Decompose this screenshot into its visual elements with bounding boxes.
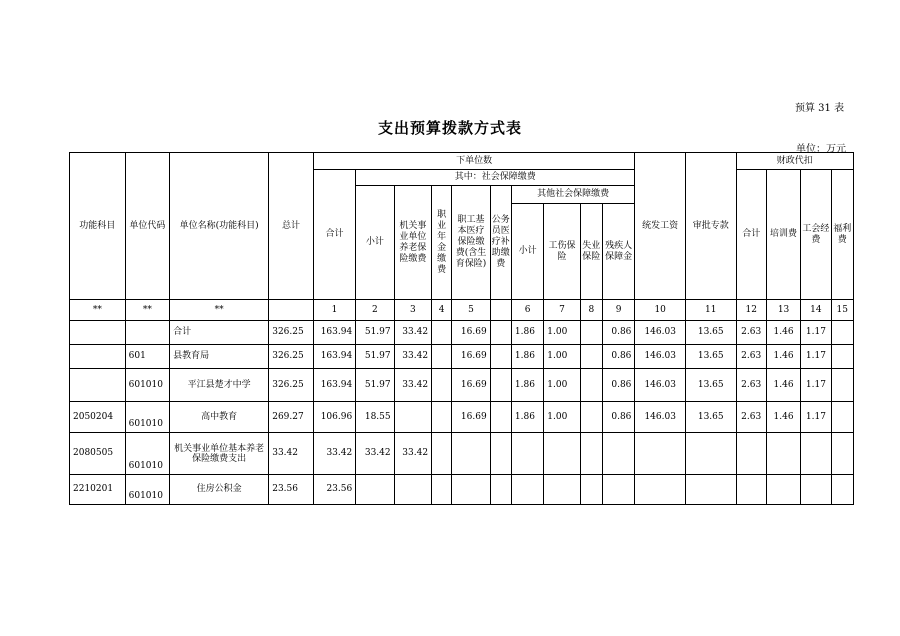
- training-cell: 1.46: [766, 345, 800, 369]
- header-injury: 工伤保险: [544, 204, 580, 300]
- header-unemployment: 失业保险: [580, 204, 602, 300]
- index-cell: **: [70, 300, 126, 321]
- disabled-cell: 0.86: [602, 369, 634, 402]
- training-cell: 1.46: [766, 321, 800, 345]
- union-cell: 1.17: [801, 402, 831, 433]
- other-ss-subtotal-cell: 1.86: [511, 369, 543, 402]
- header-lower-subtotal: 合计: [313, 170, 355, 300]
- wage-cell: 146.03: [635, 402, 686, 433]
- lower-total-cell: 23.56: [313, 475, 355, 505]
- header-other-subtotal: 小计: [511, 204, 543, 300]
- injury-cell: [544, 475, 580, 505]
- injury-cell: 1.00: [544, 345, 580, 369]
- special-cell: [685, 475, 736, 505]
- unit-name-cell: 机关事业单位基本养老保险缴费支出: [170, 433, 269, 475]
- table-row: [70, 321, 854, 345]
- fiscal-total-cell: 2.63: [736, 345, 766, 369]
- annuity-cell: [432, 369, 452, 402]
- welfare-cell: [831, 433, 853, 475]
- index-cell: 6: [511, 300, 543, 321]
- unit-name-cell: 县教育局: [170, 345, 269, 369]
- other-ss-subtotal-cell: [511, 433, 543, 475]
- page-title: 支出预算拨款方式表: [377, 119, 522, 137]
- table-number-label: 预算 31 表: [795, 103, 845, 114]
- other-ss-subtotal-cell: [511, 475, 543, 505]
- header-unit-code: 单位代码: [125, 153, 170, 300]
- pension-cell: 33.42: [394, 433, 431, 475]
- index-cell: [269, 300, 314, 321]
- medical-cell: 16.69: [452, 402, 490, 433]
- header-func-subject: 功能科目: [70, 153, 126, 300]
- welfare-cell: [831, 475, 853, 505]
- header-ss-subtotal: 小计: [356, 186, 394, 300]
- disabled-cell: 0.86: [602, 321, 634, 345]
- func-subject-cell: [70, 321, 126, 345]
- fiscal-total-cell: [736, 475, 766, 505]
- unit-code-cell: 601: [125, 345, 170, 369]
- total-cell: 326.25: [269, 321, 314, 345]
- header-civil-medical: 公务员医疗补助缴费: [490, 186, 511, 300]
- header-union: 工会经费: [801, 170, 831, 300]
- index-cell: **: [170, 300, 269, 321]
- civil-medical-cell: [490, 369, 511, 402]
- unit-name-cell: 高中教育: [170, 402, 269, 433]
- injury-cell: [544, 433, 580, 475]
- pension-cell: [394, 475, 431, 505]
- index-cell: 5: [452, 300, 490, 321]
- unemployment-cell: [580, 402, 602, 433]
- training-cell: [766, 433, 800, 475]
- index-cell: 11: [685, 300, 736, 321]
- index-cell: 9: [602, 300, 634, 321]
- pension-cell: 33.42: [394, 321, 431, 345]
- ss-subtotal-cell: 33.42: [356, 433, 394, 475]
- index-cell: 10: [635, 300, 686, 321]
- fiscal-total-cell: 2.63: [736, 321, 766, 345]
- ss-subtotal-cell: 18.55: [356, 402, 394, 433]
- unit-code-cell: 601010: [125, 369, 170, 402]
- index-cell: 13: [766, 300, 800, 321]
- table-row: [70, 345, 854, 369]
- annuity-cell: [432, 402, 452, 433]
- wage-cell: [635, 475, 686, 505]
- special-cell: 13.65: [685, 369, 736, 402]
- index-cell: [490, 300, 511, 321]
- header-welfare: 福利费: [831, 170, 853, 300]
- annuity-cell: [432, 433, 452, 475]
- civil-medical-cell: [490, 321, 511, 345]
- union-cell: [801, 433, 831, 475]
- index-cell: 15: [831, 300, 853, 321]
- civil-medical-cell: [490, 433, 511, 475]
- pension-cell: 33.42: [394, 345, 431, 369]
- union-cell: 1.17: [801, 369, 831, 402]
- header-disabled: 残疾人保障金: [602, 204, 634, 300]
- index-cell: 1: [313, 300, 355, 321]
- welfare-cell: [831, 402, 853, 433]
- training-cell: 1.46: [766, 402, 800, 433]
- other-ss-subtotal-cell: 1.86: [511, 345, 543, 369]
- index-cell: 3: [394, 300, 431, 321]
- injury-cell: 1.00: [544, 402, 580, 433]
- lower-total-cell: 163.94: [313, 369, 355, 402]
- index-cell: 2: [356, 300, 394, 321]
- civil-medical-cell: [490, 402, 511, 433]
- ss-subtotal-cell: [356, 475, 394, 505]
- header-unit-name: 单位名称(功能科目): [170, 153, 269, 300]
- other-ss-subtotal-cell: 1.86: [511, 402, 543, 433]
- fiscal-total-cell: [736, 433, 766, 475]
- table-row: [70, 402, 854, 433]
- unemployment-cell: [580, 369, 602, 402]
- pension-cell: 33.42: [394, 369, 431, 402]
- union-cell: [801, 475, 831, 505]
- disabled-cell: [602, 475, 634, 505]
- index-cell: **: [125, 300, 170, 321]
- header-fiscal: 财政代扣: [736, 153, 853, 170]
- unit-code-cell: [125, 321, 170, 345]
- fiscal-total-cell: 2.63: [736, 369, 766, 402]
- total-cell: 269.27: [269, 402, 314, 433]
- table-row: [70, 369, 854, 402]
- special-cell: 13.65: [685, 402, 736, 433]
- index-row: [70, 300, 854, 321]
- header-other-ss: 其他社会保障缴费: [511, 186, 634, 204]
- ss-subtotal-cell: 51.97: [356, 321, 394, 345]
- welfare-cell: [831, 321, 853, 345]
- unemployment-cell: [580, 475, 602, 505]
- func-subject-cell: [70, 369, 126, 402]
- unit-code-cell: 601010: [125, 433, 170, 475]
- disabled-cell: 0.86: [602, 345, 634, 369]
- medical-cell: 16.69: [452, 369, 490, 402]
- total-cell: 326.25: [269, 345, 314, 369]
- special-cell: 13.65: [685, 345, 736, 369]
- civil-medical-cell: [490, 345, 511, 369]
- union-cell: 1.17: [801, 321, 831, 345]
- index-cell: 7: [544, 300, 580, 321]
- lower-total-cell: 106.96: [313, 402, 355, 433]
- func-subject-cell: [70, 345, 126, 369]
- header-wage: 统发工资: [635, 153, 686, 300]
- index-cell: 14: [801, 300, 831, 321]
- unemployment-cell: [580, 345, 602, 369]
- training-cell: [766, 475, 800, 505]
- unit-name-cell: 平江县楚才中学: [170, 369, 269, 402]
- other-ss-subtotal-cell: 1.86: [511, 321, 543, 345]
- index-cell: 8: [580, 300, 602, 321]
- budget-table: [69, 152, 854, 505]
- func-subject-cell: 2210201: [70, 475, 126, 505]
- header-annuity: 职业年金缴费: [432, 186, 452, 300]
- unit-name-cell: 合计: [170, 321, 269, 345]
- pension-cell: [394, 402, 431, 433]
- welfare-cell: [831, 369, 853, 402]
- table-row: [70, 475, 854, 505]
- medical-cell: [452, 475, 490, 505]
- ss-subtotal-cell: 51.97: [356, 369, 394, 402]
- union-cell: 1.17: [801, 345, 831, 369]
- medical-cell: 16.69: [452, 321, 490, 345]
- medical-cell: [452, 433, 490, 475]
- civil-medical-cell: [490, 475, 511, 505]
- medical-cell: 16.69: [452, 345, 490, 369]
- header-special: 审批专款: [685, 153, 736, 300]
- unit-name-cell: 住房公积金: [170, 475, 269, 505]
- header-social-security: 其中：社会保障缴费: [356, 170, 635, 186]
- header-total: 总计: [269, 153, 314, 300]
- unit-label: 单位：万元: [796, 144, 846, 155]
- annuity-cell: [432, 345, 452, 369]
- index-cell: 4: [432, 300, 452, 321]
- disabled-cell: 0.86: [602, 402, 634, 433]
- unit-code-cell: 601010: [125, 402, 170, 433]
- ss-subtotal-cell: 51.97: [356, 345, 394, 369]
- fiscal-total-cell: 2.63: [736, 402, 766, 433]
- welfare-cell: [831, 345, 853, 369]
- total-cell: 23.56: [269, 475, 314, 505]
- lower-total-cell: 163.94: [313, 321, 355, 345]
- unemployment-cell: [580, 433, 602, 475]
- annuity-cell: [432, 321, 452, 345]
- header-lower-unit: 下单位数: [313, 153, 635, 170]
- annuity-cell: [432, 475, 452, 505]
- unemployment-cell: [580, 321, 602, 345]
- table-row: [70, 433, 854, 475]
- total-cell: 326.25: [269, 369, 314, 402]
- special-cell: [685, 433, 736, 475]
- lower-total-cell: 163.94: [313, 345, 355, 369]
- header-fiscal-total: 合计: [736, 170, 766, 300]
- lower-total-cell: 33.42: [313, 433, 355, 475]
- injury-cell: 1.00: [544, 321, 580, 345]
- index-cell: 12: [736, 300, 766, 321]
- wage-cell: [635, 433, 686, 475]
- header-pension: 机关事业单位养老保险缴费: [394, 186, 431, 300]
- total-cell: 33.42: [269, 433, 314, 475]
- special-cell: 13.65: [685, 321, 736, 345]
- wage-cell: 146.03: [635, 369, 686, 402]
- header-training: 培训费: [766, 170, 800, 300]
- func-subject-cell: 2080505: [70, 433, 126, 475]
- header-medical: 职工基本医疗保险缴费(含生育保险): [452, 186, 490, 300]
- func-subject-cell: 2050204: [70, 402, 126, 433]
- unit-code-cell: 601010: [125, 475, 170, 505]
- wage-cell: 146.03: [635, 321, 686, 345]
- disabled-cell: [602, 433, 634, 475]
- injury-cell: 1.00: [544, 369, 580, 402]
- training-cell: 1.46: [766, 369, 800, 402]
- wage-cell: 146.03: [635, 345, 686, 369]
